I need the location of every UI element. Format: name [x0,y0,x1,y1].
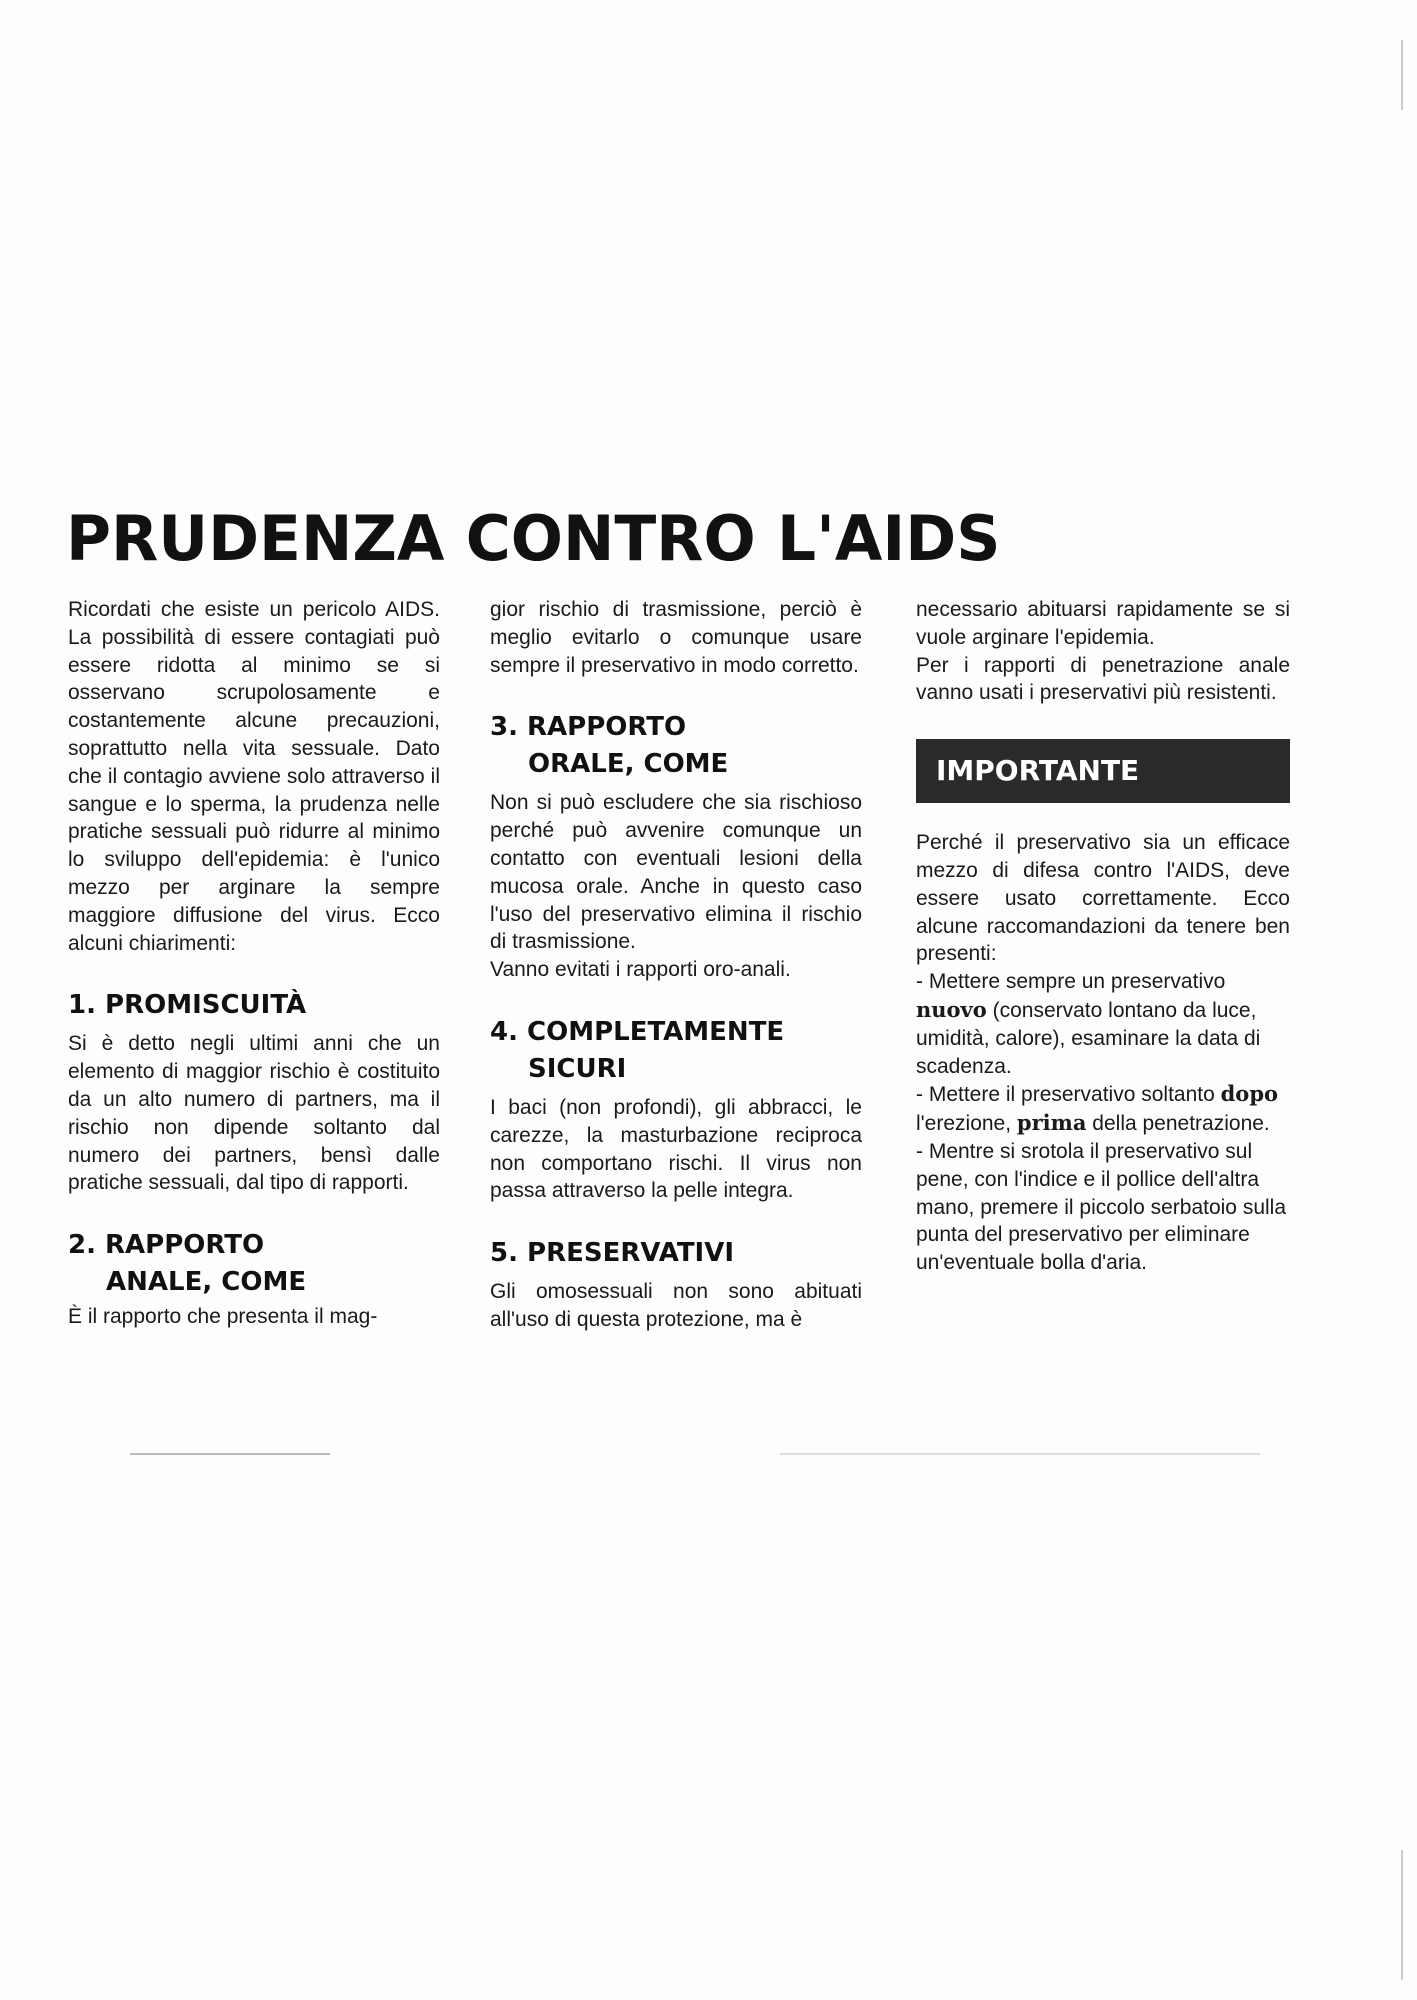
rapporto-anale-paragraph-end: gior rischio di trasmissione, perciò è meglio evitarlo o comunque usare sempre il preservativo in modo corretto. [490,598,862,677]
heading-preservativi: 5. PRESERVATIVI [490,1238,735,1269]
heading-rapporto-orale [490,709,862,783]
emphasis-nuovo: nuovo [916,996,987,1022]
sicuri-paragraph: I baci (non profondi), gli abbracci, le carezze, la masturbazione reciproca non comportano rischi. Il virus non passa attraverso la pelle integra. [490,1095,862,1203]
importante-paragraph: Perché il preservativo sia un efficace mezzo di difesa contro l'AIDS, deve essere usato correttamente. Ecco alcune raccomandazioni da tenere ben presenti: [916,831,1290,966]
intro-paragraph: Ricordati che esiste un pericolo AIDS. La possibilità di essere contagiati può essere ridotta al minimo se si osservano scrupolosamente e costantemente alcune precauzioni, soprattutto nella vita sessuale. Dato che il contagio avviene solo attraverso il sangue e lo sperma, la prudenza nelle pratiche sessuali può ridurre al minimo lo sviluppo dell'epidemia: è l'unico mezzo per arginare la sempre maggiore diffusione del virus. Ecco alcuni chiarimenti: [68,598,440,955]
heading-line-2: SICURI [528,1053,627,1084]
heading-rapporto-anale [68,1227,440,1301]
emphasis-prima: prima [1016,1110,1087,1136]
penetrazione-anale-note: Per i rapporti di penetrazione anale vanno usati i preservativi più resistenti. [916,653,1290,705]
heading-line-1: 3. RAPPORTO [490,712,687,743]
rapporto-orale-paragraph: Non si può escludere che sia rischioso perché può avvenire comunque un contatto con eventuali lesioni della mucosa orale. Anche in questo caso l'uso del preservativo elimina il rischio di trasmissione. [490,791,862,954]
importante-badge: IMPORTANTE [916,739,1290,803]
heading-line-1: 2. RAPPORTO [68,1230,265,1261]
scan-edge-mark [1401,40,1403,110]
scan-edge-mark [1401,1850,1403,1980]
heading-completamente-sicuri [490,1014,862,1088]
bottom-rule [130,1453,330,1455]
recommendation-item: - Mentre si srotola il preservativo sul pene, con l'indice e il pollice dell'altra mano, premere il piccolo serbatoio sulla punta del preservativo per eliminare un'eventuale bolla d'aria. [916,1139,1287,1275]
recommendation-item: - Mettere sempre un preservativo nuovo (conservato lontano da luce, umidità, calore), esaminare la data di scadenza. [916,970,1261,1078]
rapporto-anale-paragraph-start: È il rapporto che presenta il mag- [68,1305,378,1329]
emphasis-dopo: dopo [1220,1081,1279,1107]
column-3 [916,596,1290,1277]
oro-anali-note: Vanno evitati i rapporti oro-anali. [490,958,791,982]
preservativi-paragraph-start: Gli omosessuali non sono abituati all'uso di questa protezione, ma è [490,1280,862,1331]
page-title: PRUDENZA CONTRO L'AIDS [66,502,1001,575]
heading-promiscuita: 1. PROMISCUITÀ [68,990,307,1021]
column-1 [68,596,440,1331]
promiscuita-paragraph: Si è detto negli ultimi anni che un elemento di maggior rischio è costituito da un alto numero di partners, ma il rischio non dipende soltanto dal numero dei partners, bensì dalle pratiche sessuali, dal tipo di rapporti. [68,1032,440,1195]
bottom-rule [780,1453,1260,1455]
column-2 [490,596,862,1334]
preservativi-paragraph-end: necessario abituarsi rapidamente se si vuole arginare l'epidemia. [916,598,1290,649]
heading-line-2: ANALE, COME [106,1267,307,1298]
heading-line-2: ORALE, COME [528,749,729,780]
recommendation-item: - Mettere il preservativo soltanto dopo l'erezione, prima della penetrazione. [916,1081,1279,1136]
heading-line-1: 4. COMPLETAMENTE [490,1016,785,1047]
